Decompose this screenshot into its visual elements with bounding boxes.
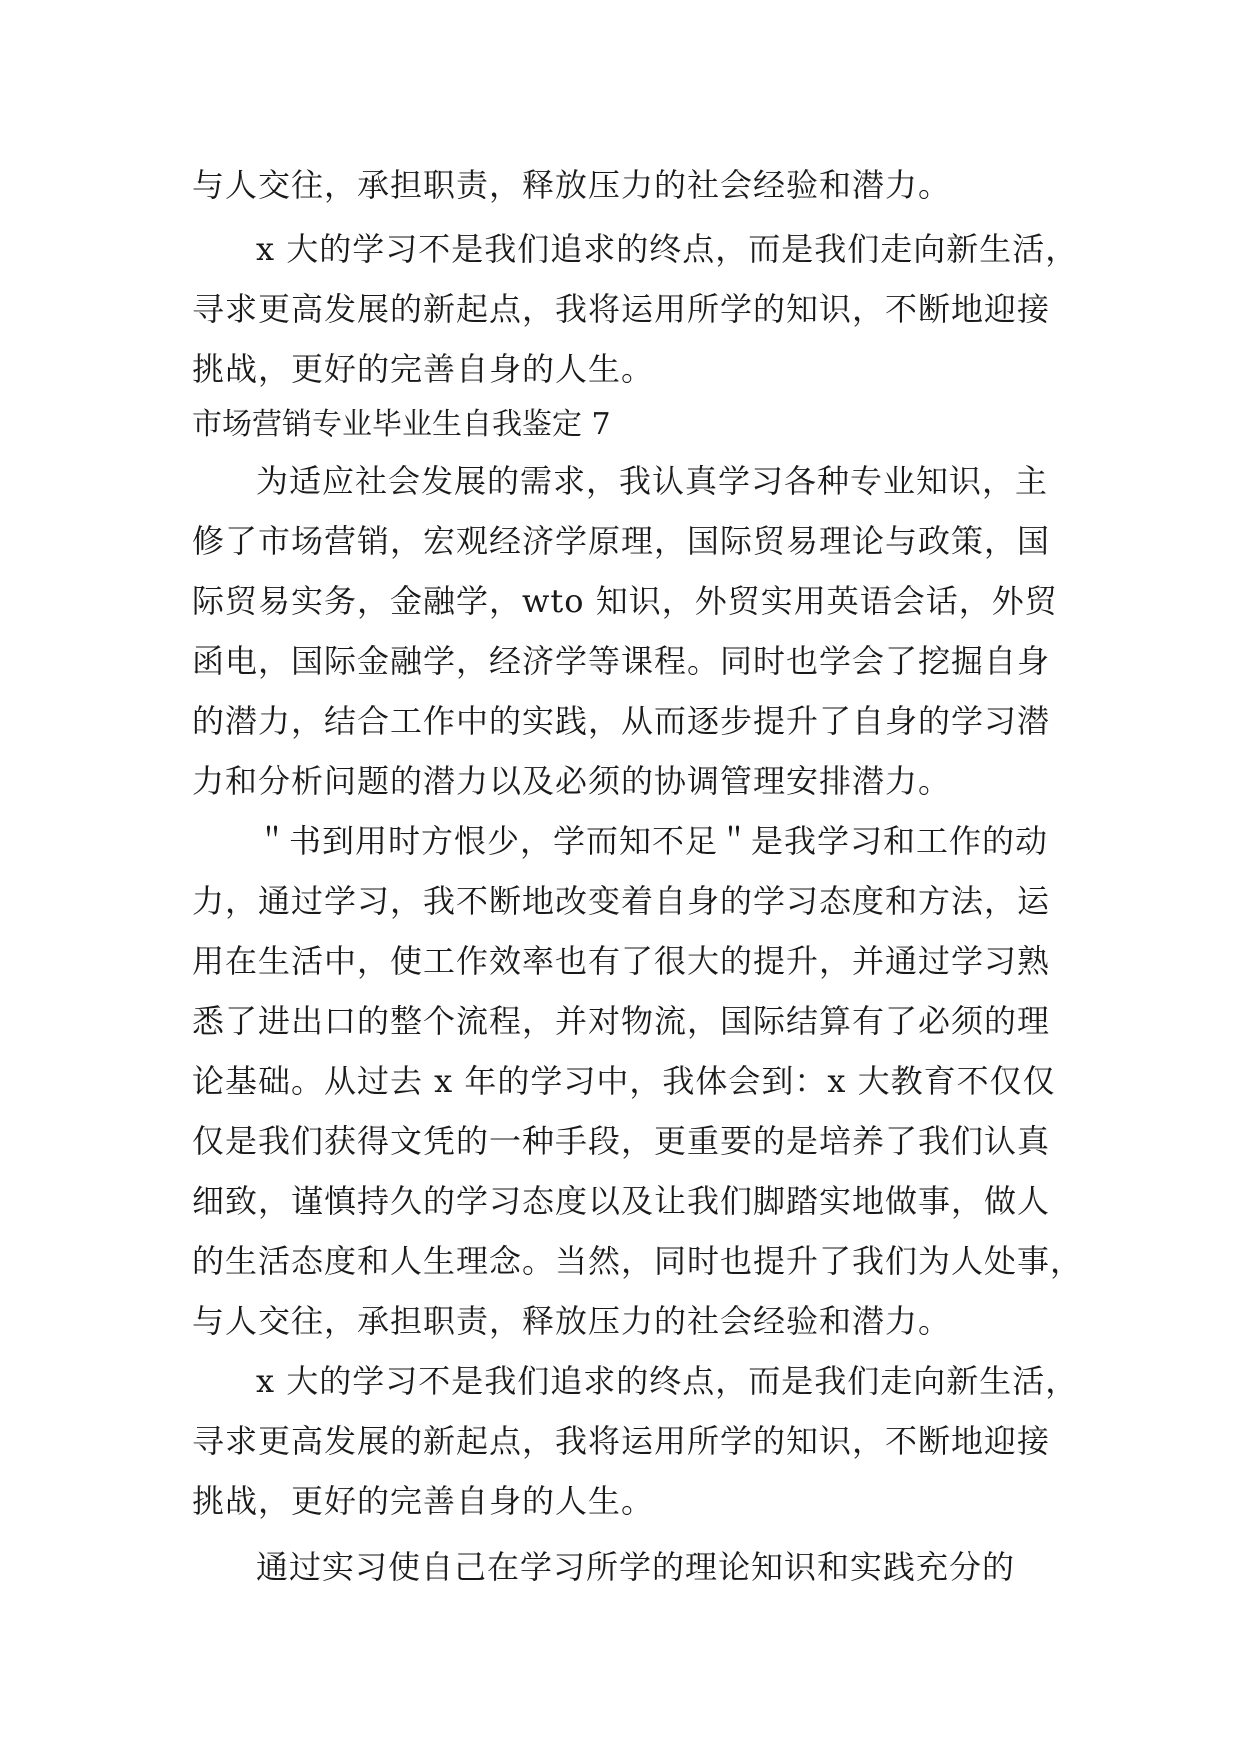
text-line: 力，通过学习，我不断地改变着自身的学习态度和方法，运 (192, 882, 1051, 920)
paragraph-first-line: ＂书到用时方恨少，学而知不足＂是我学习和工作的动 (256, 822, 1049, 860)
text-line: 细致，谨慎持久的学习态度以及让我们脚踏实地做事，做人 (192, 1182, 1051, 1220)
paragraph-first-line: x 大的学习不是我们追求的终点，而是我们走向新生活， (256, 230, 1079, 268)
text-line: 悉了进出口的整个流程，并对物流，国际结算有了必须的理 (192, 1002, 1051, 1040)
text-line: 与人交往，承担职责，释放压力的社会经验和潜力。 (192, 166, 952, 204)
text-line: 仅是我们获得文凭的一种手段，更重要的是培养了我们认真 (192, 1122, 1051, 1160)
section-heading: 市场营销专业毕业生自我鉴定 7 (192, 407, 611, 442)
text-line: 寻求更高发展的新起点，我将运用所学的知识，不断地迎接 (192, 290, 1051, 328)
text-line: 函电，国际金融学，经济学等课程。同时也学会了挖掘自身 (192, 642, 1051, 680)
text-line: 的生活态度和人生理念。当然，同时也提升了我们为人处事， (192, 1242, 1084, 1280)
text-line: 挑战，更好的完善自身的人生。 (192, 1482, 655, 1520)
text-line: 论基础。从过去 x 年的学习中，我体会到：x 大教育不仅仅 (192, 1062, 1056, 1100)
text-line: 用在生活中，使工作效率也有了很大的提升，并通过学习熟 (192, 942, 1051, 980)
text-line: 与人交往，承担职责，释放压力的社会经验和潜力。 (192, 1302, 952, 1340)
text-line: 际贸易实务，金融学，wto 知识，外贸实用英语会话，外贸 (192, 582, 1058, 620)
paragraph-first-line: x 大的学习不是我们追求的终点，而是我们走向新生活， (256, 1362, 1079, 1400)
paragraph-first-line: 为适应社会发展的需求，我认真学习各种专业知识，主 (256, 462, 1049, 500)
text-line: 修了市场营销，宏观经济学原理，国际贸易理论与政策，国 (192, 522, 1051, 560)
text-line: 力和分析问题的潜力以及必须的协调管理安排潜力。 (192, 762, 952, 800)
text-line: 的潜力，结合工作中的实践，从而逐步提升了自身的学习潜 (192, 702, 1051, 740)
text-line: 寻求更高发展的新起点，我将运用所学的知识，不断地迎接 (192, 1422, 1051, 1460)
text-line: 挑战，更好的完善自身的人生。 (192, 350, 655, 388)
paragraph-first-line: 通过实习使自己在学习所学的理论知识和实践充分的 (256, 1548, 1016, 1586)
